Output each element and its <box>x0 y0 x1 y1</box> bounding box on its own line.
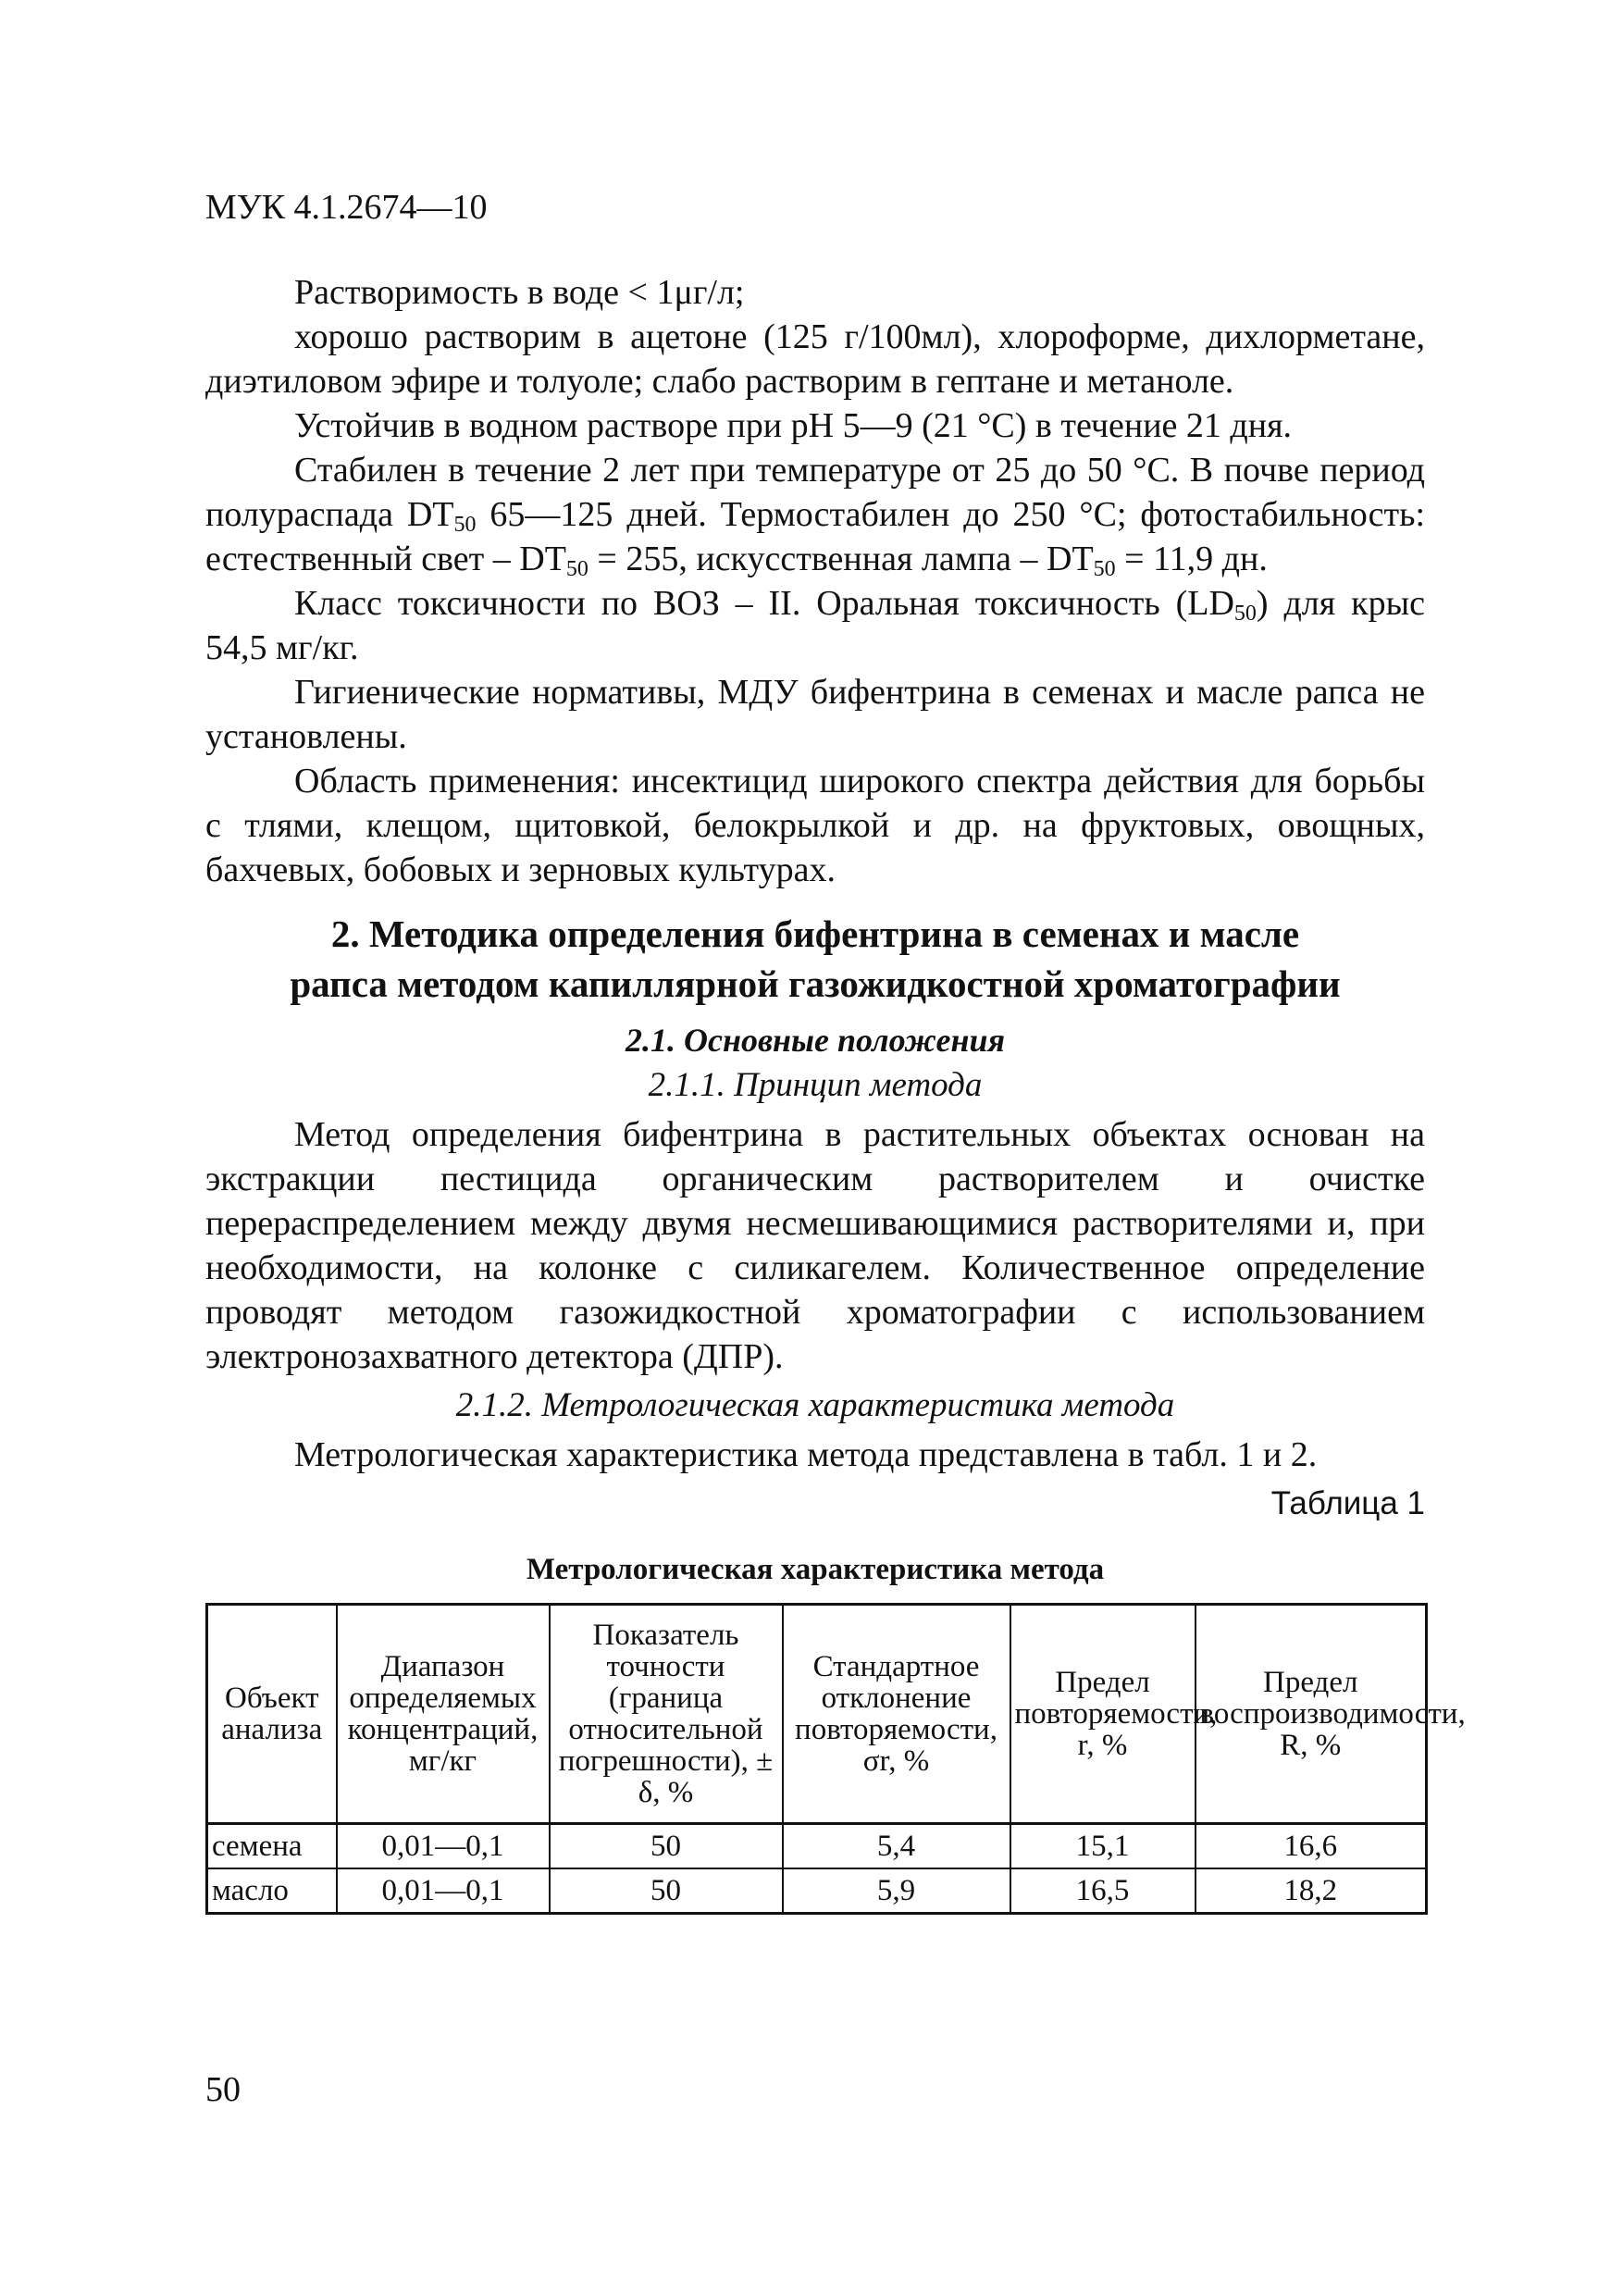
section-2-title <box>205 909 1425 1009</box>
toxicity-text-1: Класс токсичности по ВОЗ – II. Оральная токсичность (LD <box>294 584 1234 623</box>
header-range: Диапазон определяемых концентраций, мг/кг <box>337 1605 550 1824</box>
section-2-title-line-1: 2. Методика определения бифентрина в семенах и масле <box>330 912 1300 955</box>
table-cell-range: 0,01—0,1 <box>337 1824 550 1869</box>
application-paragraph: Область применения: инсектицид широкого спектра действия для борьбы с тлями, клещом, щитовкой, белокрылкой и др. на фруктовых, овощных, бахчевых, бобовых и зерновых культурах. <box>205 762 1425 889</box>
page-number: 50 <box>205 2070 241 2109</box>
subsection-2-1-1-title: 2.1.1. Принцип метода <box>648 1066 983 1104</box>
dt50-subscript: 50 <box>565 557 588 581</box>
stability-text-4: = 11,9 дн. <box>1115 540 1268 578</box>
header-reproducibility-limit: Предел воспроизводимости, R, % <box>1196 1605 1427 1824</box>
document-code-header: МУК 4.1.2674—10 <box>205 188 488 227</box>
table-cell-object: масло <box>207 1868 337 1914</box>
table-row <box>207 1868 1427 1914</box>
table-cell-range: 0,01—0,1 <box>337 1868 550 1914</box>
section-2-title-line-2: рапса методом капиллярной газожидкостной хроматографии <box>290 962 1341 1005</box>
ld50-subscript: 50 <box>1233 602 1257 626</box>
table-cell-accuracy: 50 <box>550 1824 783 1869</box>
table-cell-reproducibility: 16,6 <box>1196 1824 1427 1869</box>
header-accuracy: Показатель точности (граница относительной погрешности), ± δ, % <box>550 1605 783 1824</box>
dt50-subscript: 50 <box>453 513 477 537</box>
document-body <box>205 270 1466 1915</box>
table-number-label: Таблица 1 <box>1270 1485 1425 1521</box>
metrology-paragraph: Метрологическая характеристика метода представлена в табл. 1 и 2. <box>294 1435 1318 1474</box>
metrology-table <box>205 1603 1466 1915</box>
stability-text-1: Стабилен в течение 2 лет при температуре от 25 до 50 °С. В почве период полураспада DT <box>205 451 1425 534</box>
stability-ph-paragraph: Устойчив в водном растворе при pH 5—9 (21 °С) в течение 21 дня. <box>294 406 1293 445</box>
solubility-organic-paragraph: хорошо растворим в ацетоне (125 г/100мл), хлороформе, дихлорметане, диэтиловом эфире и толуоле; слабо растворим в гептане и метаноле. <box>205 317 1425 401</box>
toxicity-paragraph <box>205 581 1425 670</box>
table-cell-object: семена <box>207 1824 337 1869</box>
table-header-row <box>207 1605 1427 1824</box>
subsection-2-1-title: 2.1. Основные положения <box>625 1022 1006 1059</box>
toxicity-text-2: ) для крыс 54,5 мг/кг. <box>205 584 1425 667</box>
subsection-2-1-2-title: 2.1.2. Метрологическая характеристика метода <box>455 1386 1175 1424</box>
table-cell-accuracy: 50 <box>550 1868 783 1914</box>
table-cell-reproducibility: 18,2 <box>1196 1868 1427 1914</box>
stability-paragraph <box>205 448 1425 581</box>
hygiene-paragraph: Гигиенические нормативы, МДУ бифентрина в семенах и масле рапса не установлены. <box>205 673 1425 756</box>
dt50-subscript: 50 <box>1093 557 1116 581</box>
table-cell-repeatability: 15,1 <box>1010 1824 1196 1869</box>
stability-text-2: 65—125 дней. Термостабилен до 250 °С; фотостабильность: естественный свет – DT <box>205 495 1426 578</box>
table-row <box>207 1824 1427 1869</box>
table-caption: Метрологическая характеристика метода <box>526 1553 1105 1586</box>
stability-text-3: = 255, искусственная лампа – DT <box>588 540 1094 578</box>
solubility-water-paragraph: Растворимость в воде < 1μг/л; <box>294 273 745 312</box>
table-cell-std-deviation: 5,9 <box>783 1868 1010 1914</box>
table-cell-std-deviation: 5,4 <box>783 1824 1010 1869</box>
header-object: Объект анализа <box>207 1605 337 1824</box>
header-std-deviation: Стандартное отклонение повторяемости, σr, % <box>783 1605 1010 1824</box>
header-repeatability-limit: Предел повторяемости, r, % <box>1010 1605 1196 1824</box>
principle-paragraph: Метод определения бифентрина в растительных объектах основан на экстракции пестицида органическим растворителем и очистке перераспределением между двумя несмешивающимися растворителями и, при необходимости, на колонке с силикагелем. Количественное определение проводят методом газожидкостной хроматографии с использованием электронозахватного детектора (ДПР). <box>205 1115 1425 1376</box>
table-cell-repeatability: 16,5 <box>1010 1868 1196 1914</box>
